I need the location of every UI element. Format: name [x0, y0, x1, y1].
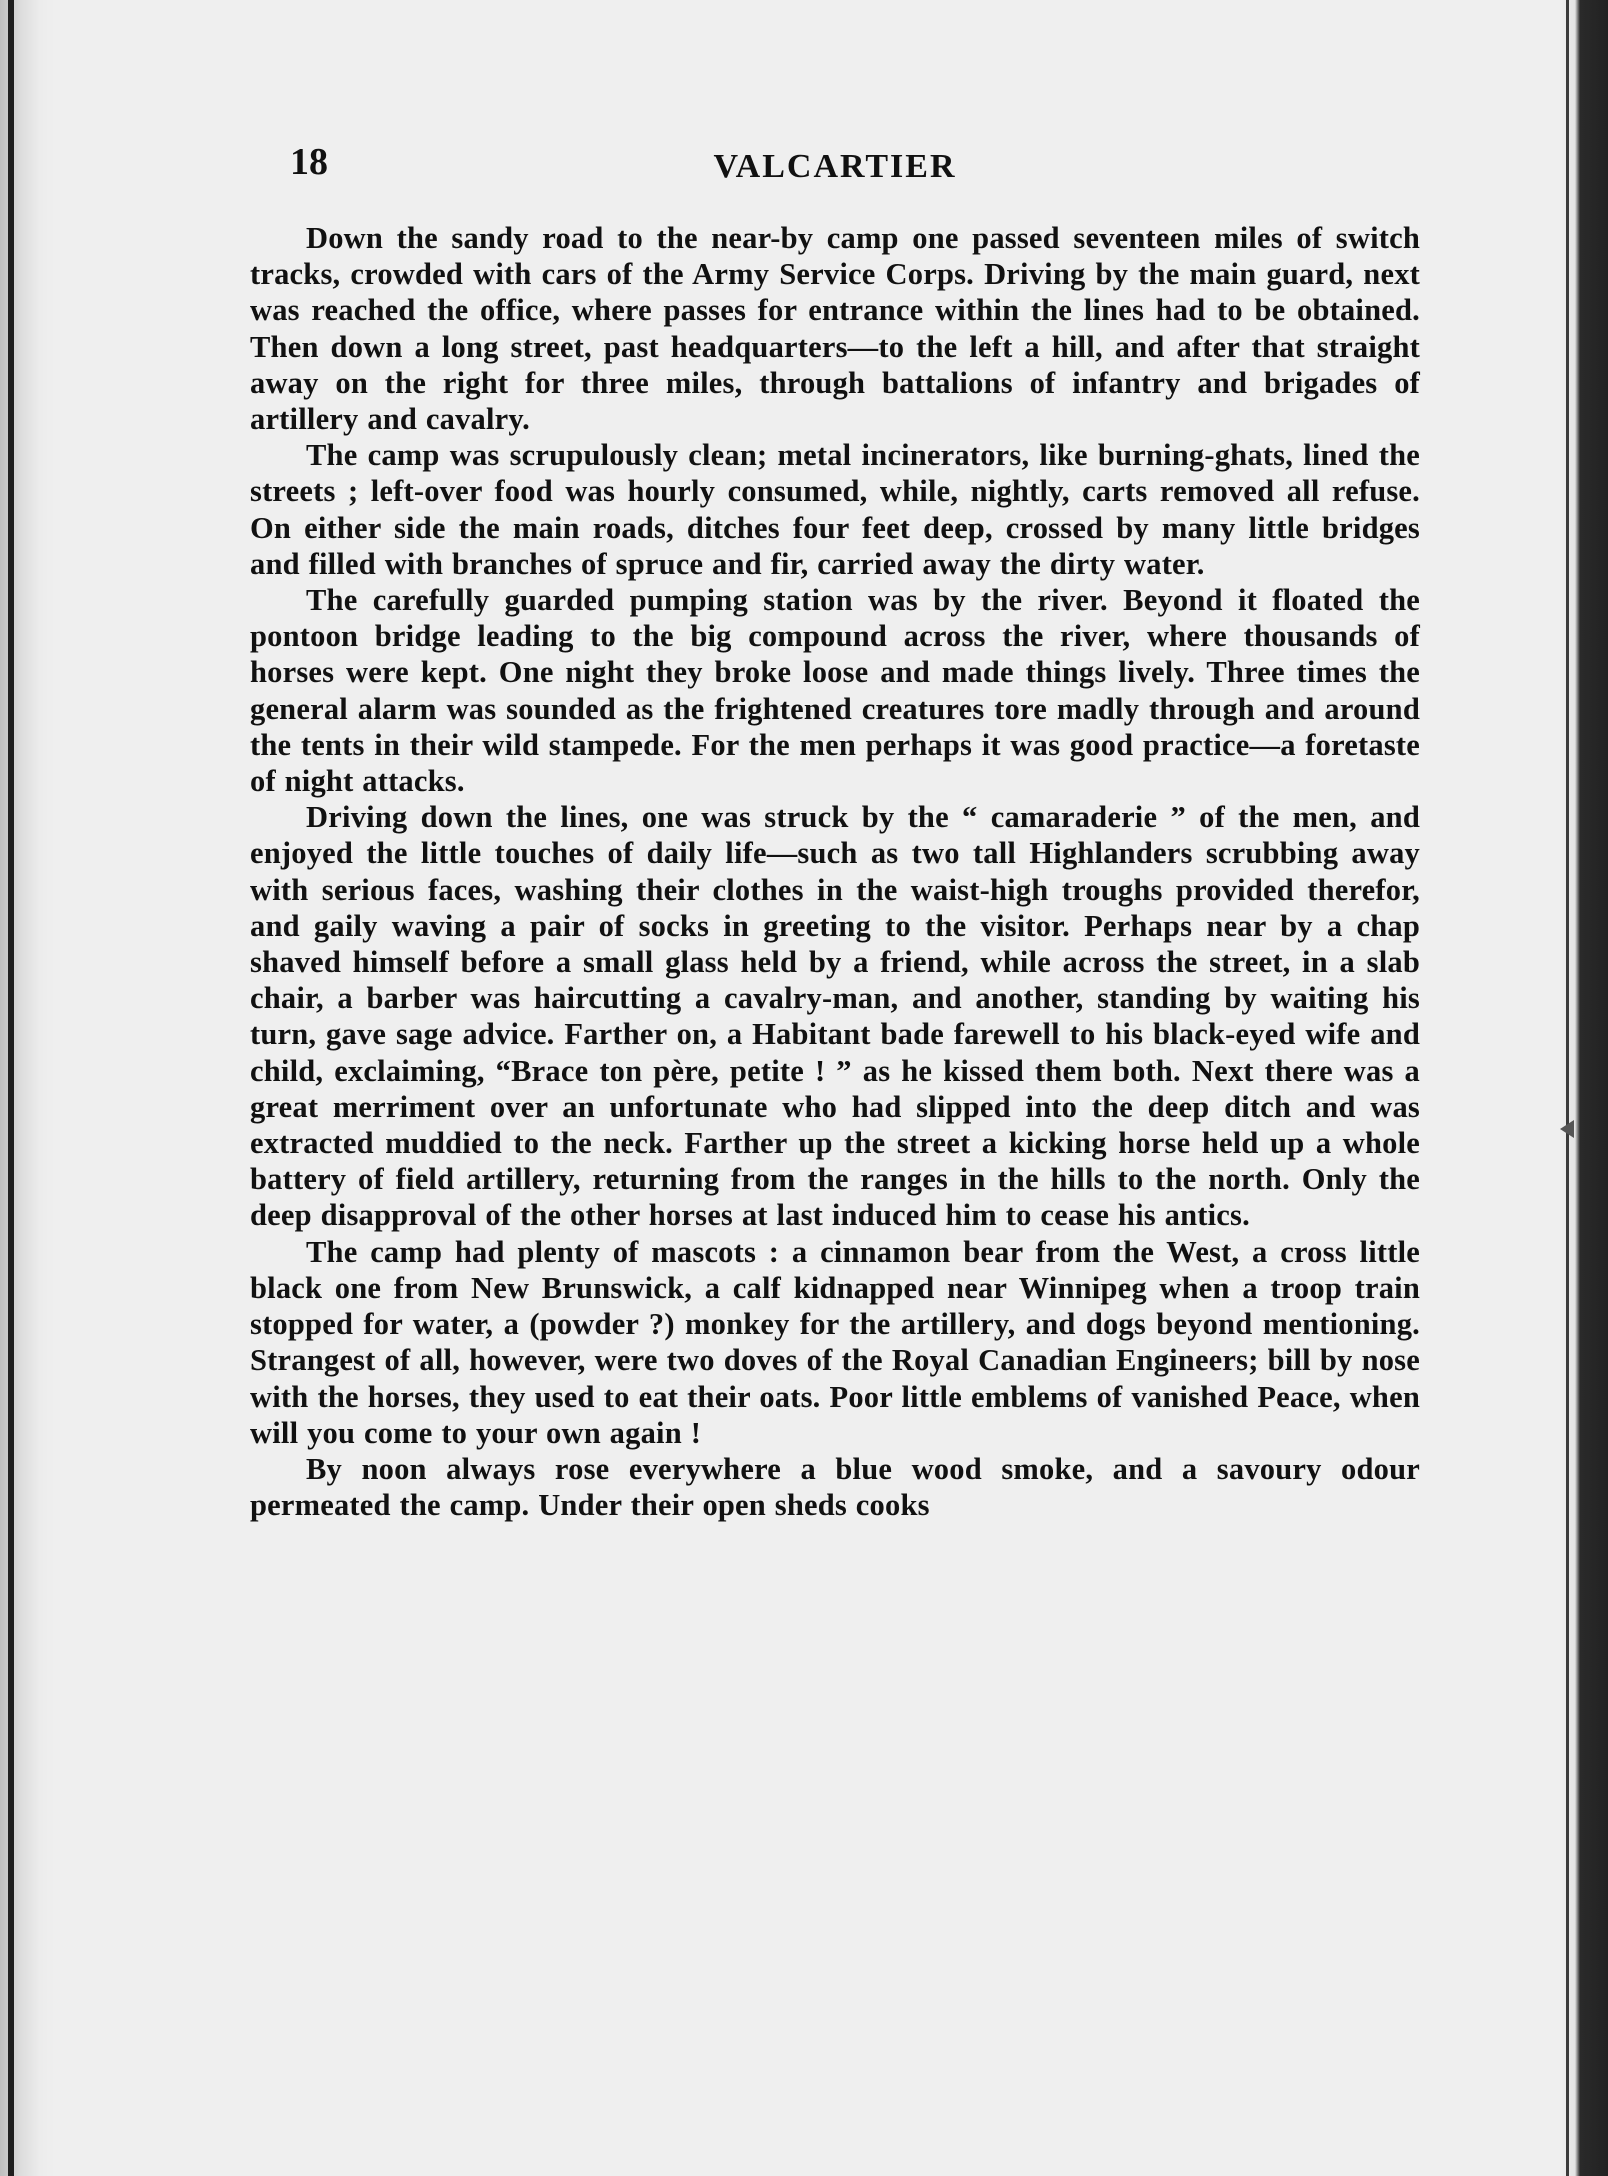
paragraph: By noon always rose everywhere a blue wood smoke, and a savoury odour permeated the camp. Under their open sheds cooks: [250, 1451, 1420, 1523]
page-number: 18: [290, 141, 328, 183]
book-page: [250, 130, 1420, 1523]
paragraph: Driving down the lines, one was struck by the “ camaraderie ” of the men, and enjoyed the little touches of daily life—such as two tall Highlanders scrubbing away with serious faces, washing their clothes in the waist-high troughs provided therefor, and gaily waving a pair of socks in greeting to the visitor. Perhaps near by a chap shaved himself before a small glass held by a friend, while across the street, in a slab chair, a barber was haircutting a cavalry-man, and another, standing by waiting his turn, gave sage advice. Farther on, a Habitant bade farewell to his black-eyed wife and child, exclaiming, “Brace ton père, petite ! ” as he kissed them both. Next there was a great merriment over an unfortunate who had slipped into the deep ditch and was extracted muddied to the neck. Farther up the street a kicking horse held up a whole battery of field artillery, returning from the ranges in the hills to the north. Only the deep disapproval of the other horses at last induced him to cease his antics.: [250, 800, 1420, 1233]
body-text: [250, 220, 1420, 1523]
paragraph: Down the sandy road to the near-by camp one passed seventeen miles of switch tracks, crowded with cars of the Army Service Corps. Driving by the main guard, next was reached the office, where passes for entrance within the lines had to be obtained. Then down a long street, past headquarters—to the left a hill, and after that straight away on the right for three miles, through battalions of infantry and brigades of artillery and cavalry.: [250, 221, 1420, 437]
paragraph: The camp had plenty of mascots : a cinnamon bear from the West, a cross little black one from New Brunswick, a calf kidnapped near Winnipeg when a troop train stopped for water, a (powder ?) monkey for the artillery, and dogs beyond mentioning. Strangest of all, however, were two doves of the Royal Canadian Engineers; bill by nose with the horses, they used to eat their oats. Poor little emblems of vanished Peace, when will you come to your own again !: [250, 1234, 1420, 1450]
paragraph: The camp was scrupulously clean; metal incinerators, like burning-ghats, lined the streets ; left-over food was hourly consumed, while, nightly, carts removed all refuse. On either side the main roads, ditches four feet deep, crossed by many little bridges and filled with branches of spruce and fir, carried away the dirty water.: [250, 438, 1420, 581]
running-head: VALCARTIER: [713, 148, 957, 185]
page-header: [250, 130, 1420, 200]
page-edge: [1566, 0, 1569, 2176]
paragraph: The carefully guarded pumping station was by the river. Beyond it floated the pontoon bridge leading to the big compound across the river, where thousands of horses were kept. One night they broke loose and made things lively. Three times the general alarm was sounded as the frightened creatures tore madly through and around the tents in their wild stampede. For the men perhaps it was good practice—a foretaste of night attacks.: [250, 583, 1420, 799]
binding-shadow: [8, 0, 14, 2176]
